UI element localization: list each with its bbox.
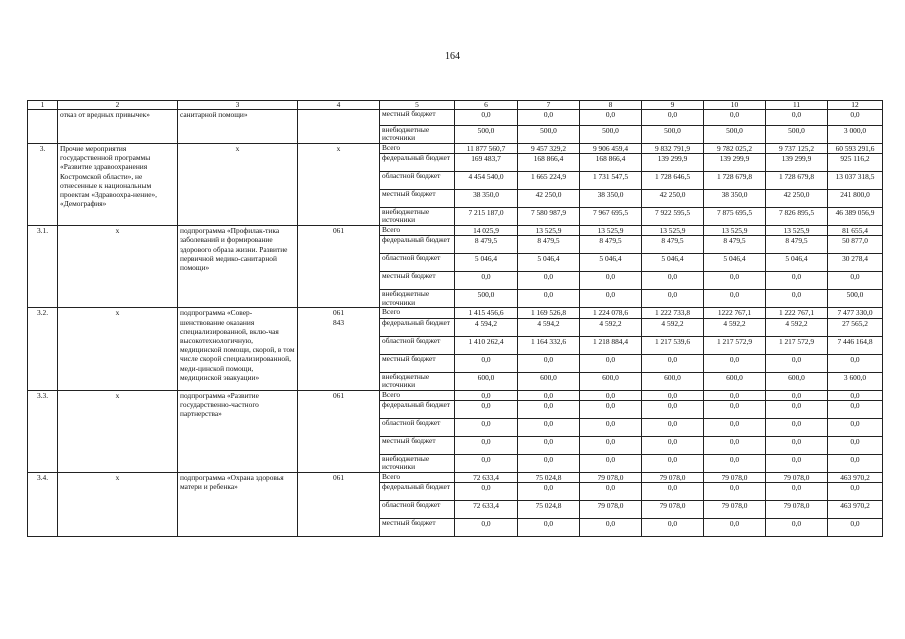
value-cell: 50 877,0	[828, 236, 883, 254]
value-cell: 0,0	[704, 436, 766, 454]
funding-source-cell: Всего	[380, 390, 455, 400]
value-cell: 75 024,8	[518, 501, 580, 519]
description-cell: х	[58, 308, 178, 390]
value-cell: 7 580 987,9	[518, 208, 580, 226]
value-cell: 79 078,0	[766, 472, 828, 482]
value-cell: 0,0	[518, 290, 580, 308]
value-cell: 79 078,0	[704, 472, 766, 482]
value-cell: 1 731 547,5	[580, 172, 642, 190]
value-cell: 38 350,0	[455, 190, 518, 208]
value-cell: 1 728 646,5	[642, 172, 704, 190]
value-cell: 0,0	[766, 454, 828, 472]
subprogram-cell: подпрограмма «Совер-шенствование оказания специализированной, вклю-чая высокотехнологичную, медицинской помощи, скорой, в том числе скорой специализированной, меди-цинской помощи, медицинской эвакуации»	[178, 308, 298, 390]
value-cell: 0,0	[704, 390, 766, 400]
funding-source-cell: местный бюджет	[380, 519, 455, 537]
value-cell: 1 415 456,6	[455, 308, 518, 318]
value-cell: 42 250,0	[766, 190, 828, 208]
header-cell: 1	[28, 101, 58, 110]
code-cell: 061	[298, 226, 380, 308]
value-cell: 0,0	[580, 390, 642, 400]
funding-source-cell: внебюджетные источники	[380, 208, 455, 226]
value-cell: 0,0	[455, 272, 518, 290]
value-cell: 72 633,4	[455, 472, 518, 482]
value-cell: 500,0	[828, 290, 883, 308]
value-cell: 79 078,0	[642, 501, 704, 519]
header-cell: 3	[178, 101, 298, 110]
funding-source-cell: областной бюджет	[380, 336, 455, 354]
value-cell: 0,0	[704, 418, 766, 436]
value-cell: 0,0	[766, 354, 828, 372]
value-cell: 0,0	[455, 110, 518, 126]
value-cell: 1222 767,1	[704, 308, 766, 318]
value-cell: 1 665 224,9	[518, 172, 580, 190]
value-cell: 1 728 679,8	[704, 172, 766, 190]
value-cell: 4 592,2	[642, 318, 704, 336]
value-cell: 8 479,5	[518, 236, 580, 254]
description-cell: х	[58, 472, 178, 536]
value-cell: 13 525,9	[642, 226, 704, 236]
value-cell: 0,0	[704, 110, 766, 126]
value-cell: 600,0	[580, 372, 642, 390]
funding-source-cell: федеральный бюджет	[380, 236, 455, 254]
value-cell: 0,0	[455, 454, 518, 472]
value-cell: 13 525,9	[766, 226, 828, 236]
value-cell: 0,0	[580, 354, 642, 372]
value-cell: 8 479,5	[642, 236, 704, 254]
value-cell: 1 164 332,6	[518, 336, 580, 354]
funding-source-cell: областной бюджет	[380, 418, 455, 436]
value-cell: 8 479,5	[766, 236, 828, 254]
value-cell: 0,0	[704, 483, 766, 501]
value-cell: 0,0	[642, 390, 704, 400]
value-cell: 0,0	[580, 436, 642, 454]
value-cell: 463 970,2	[828, 501, 883, 519]
value-cell: 0,0	[828, 390, 883, 400]
funding-source-cell: областной бюджет	[380, 254, 455, 272]
value-cell: 4 592,2	[704, 318, 766, 336]
value-cell: 0,0	[455, 436, 518, 454]
value-cell: 600,0	[642, 372, 704, 390]
value-cell: 1 222 767,1	[766, 308, 828, 318]
value-cell: 7 446 164,8	[828, 336, 883, 354]
value-cell: 1 728 679,8	[766, 172, 828, 190]
funding-source-cell: местный бюджет	[380, 436, 455, 454]
value-cell: 46 389 056,9	[828, 208, 883, 226]
value-cell: 3 000,0	[828, 126, 883, 144]
header-cell: 10	[704, 101, 766, 110]
value-cell: 168 866,4	[580, 154, 642, 172]
funding-source-cell: федеральный бюджет	[380, 154, 455, 172]
value-cell: 38 350,0	[580, 190, 642, 208]
row-number-cell: 3.4.	[28, 472, 58, 536]
value-cell: 5 046,4	[518, 254, 580, 272]
funding-source-cell: местный бюджет	[380, 110, 455, 126]
value-cell: 0,0	[704, 290, 766, 308]
value-cell: 925 116,2	[828, 154, 883, 172]
value-cell: 27 565,2	[828, 318, 883, 336]
value-cell: 72 633,4	[455, 501, 518, 519]
funding-source-cell: федеральный бюджет	[380, 400, 455, 418]
value-cell: 0,0	[455, 354, 518, 372]
value-cell: 0,0	[580, 454, 642, 472]
table-row	[28, 390, 883, 400]
funding-source-cell: Всего	[380, 144, 455, 154]
value-cell: 241 800,0	[828, 190, 883, 208]
value-cell: 0,0	[766, 483, 828, 501]
value-cell: 79 078,0	[704, 501, 766, 519]
subprogram-cell: подпрограмма «Охрана здоровья матери и ребенка»	[178, 472, 298, 536]
value-cell: 0,0	[828, 519, 883, 537]
description-cell: отказ от вредных привычек»	[58, 110, 178, 144]
value-cell: 7 477 330,0	[828, 308, 883, 318]
funding-source-cell: внебюджетные источники	[380, 126, 455, 144]
value-cell: 13 525,9	[580, 226, 642, 236]
header-cell: 11	[766, 101, 828, 110]
funding-source-cell: федеральный бюджет	[380, 483, 455, 501]
funding-source-cell: областной бюджет	[380, 501, 455, 519]
value-cell: 0,0	[518, 390, 580, 400]
code-cell: 061	[298, 390, 380, 472]
header-cell: 6	[455, 101, 518, 110]
subprogram-cell: подпрограмма «Профилак-тика заболеваний и формирование здорового образа жизни. Развитие первичной медико-санитарной помощи»	[178, 226, 298, 308]
value-cell: 0,0	[642, 272, 704, 290]
value-cell: 7 967 695,5	[580, 208, 642, 226]
value-cell: 3 600,0	[828, 372, 883, 390]
budget-table	[27, 100, 883, 537]
value-cell: 0,0	[455, 390, 518, 400]
value-cell: 169 483,7	[455, 154, 518, 172]
value-cell: 42 250,0	[642, 190, 704, 208]
value-cell: 168 866,4	[518, 154, 580, 172]
value-cell: 0,0	[518, 519, 580, 537]
funding-source-cell: Всего	[380, 472, 455, 482]
value-cell: 0,0	[704, 272, 766, 290]
value-cell: 42 250,0	[518, 190, 580, 208]
row-number-cell: 3.	[28, 144, 58, 226]
funding-source-cell: Всего	[380, 308, 455, 318]
value-cell: 9 782 025,2	[704, 144, 766, 154]
value-cell: 79 078,0	[766, 501, 828, 519]
value-cell: 0,0	[518, 272, 580, 290]
code-cell: х	[298, 144, 380, 226]
value-cell: 0,0	[642, 454, 704, 472]
value-cell: 1 224 078,6	[580, 308, 642, 318]
value-cell: 7 875 695,5	[704, 208, 766, 226]
value-cell: 0,0	[642, 436, 704, 454]
value-cell: 5 046,4	[704, 254, 766, 272]
value-cell: 1 218 884,4	[580, 336, 642, 354]
value-cell: 7 826 895,5	[766, 208, 828, 226]
value-cell: 0,0	[455, 418, 518, 436]
value-cell: 0,0	[828, 354, 883, 372]
value-cell: 0,0	[704, 519, 766, 537]
funding-source-cell: местный бюджет	[380, 354, 455, 372]
value-cell: 0,0	[580, 290, 642, 308]
table-row	[28, 308, 883, 318]
budget-table-container	[27, 100, 882, 591]
value-cell: 9 832 791,9	[642, 144, 704, 154]
table-row	[28, 472, 883, 482]
value-cell: 13 525,9	[704, 226, 766, 236]
value-cell: 0,0	[704, 400, 766, 418]
value-cell: 0,0	[766, 400, 828, 418]
value-cell: 0,0	[580, 483, 642, 501]
value-cell: 0,0	[518, 354, 580, 372]
value-cell: 9 906 459,4	[580, 144, 642, 154]
funding-source-cell: федеральный бюджет	[380, 318, 455, 336]
value-cell: 500,0	[455, 126, 518, 144]
value-cell: 0,0	[766, 519, 828, 537]
header-cell: 9	[642, 101, 704, 110]
funding-source-cell: внебюджетные источники	[380, 290, 455, 308]
header-cell: 8	[580, 101, 642, 110]
subprogram-cell: санитарной помощи»	[178, 110, 298, 144]
value-cell: 600,0	[766, 372, 828, 390]
row-number-cell	[28, 110, 58, 144]
funding-source-cell: местный бюджет	[380, 190, 455, 208]
value-cell: 60 593 291,6	[828, 144, 883, 154]
value-cell: 5 046,4	[455, 254, 518, 272]
page-number: 164	[445, 51, 460, 62]
row-number-cell: 3.2.	[28, 308, 58, 390]
value-cell: 11 877 560,7	[455, 144, 518, 154]
table-row	[28, 226, 883, 236]
value-cell: 0,0	[455, 400, 518, 418]
value-cell: 0,0	[642, 418, 704, 436]
description-cell: х	[58, 390, 178, 472]
value-cell: 0,0	[766, 390, 828, 400]
header-cell: 7	[518, 101, 580, 110]
value-cell: 500,0	[704, 126, 766, 144]
value-cell: 1 410 262,4	[455, 336, 518, 354]
subprogram-cell: х	[178, 144, 298, 226]
value-cell: 0,0	[642, 110, 704, 126]
value-cell: 600,0	[704, 372, 766, 390]
header-cell: 12	[828, 101, 883, 110]
value-cell: 0,0	[642, 483, 704, 501]
value-cell: 1 217 539,6	[642, 336, 704, 354]
value-cell: 139 299,9	[704, 154, 766, 172]
row-number-cell: 3.1.	[28, 226, 58, 308]
value-cell: 0,0	[828, 400, 883, 418]
funding-source-cell: внебюджетные источники	[380, 372, 455, 390]
value-cell: 600,0	[455, 372, 518, 390]
value-cell: 9 737 125,2	[766, 144, 828, 154]
value-cell: 0,0	[828, 110, 883, 126]
value-cell: 79 078,0	[580, 501, 642, 519]
value-cell: 38 350,0	[704, 190, 766, 208]
value-cell: 7 922 595,5	[642, 208, 704, 226]
value-cell: 0,0	[580, 418, 642, 436]
value-cell: 139 299,9	[766, 154, 828, 172]
value-cell: 500,0	[580, 126, 642, 144]
value-cell: 75 024,8	[518, 472, 580, 482]
value-cell: 4 454 540,0	[455, 172, 518, 190]
value-cell: 1 222 733,8	[642, 308, 704, 318]
value-cell: 0,0	[766, 272, 828, 290]
funding-source-cell: внебюджетные источники	[380, 454, 455, 472]
value-cell: 14 025,9	[455, 226, 518, 236]
value-cell: 500,0	[642, 126, 704, 144]
value-cell: 0,0	[518, 436, 580, 454]
header-cell: 2	[58, 101, 178, 110]
value-cell: 1 169 526,8	[518, 308, 580, 318]
value-cell: 5 046,4	[580, 254, 642, 272]
funding-source-cell: областной бюджет	[380, 172, 455, 190]
value-cell: 4 592,2	[766, 318, 828, 336]
value-cell: 500,0	[766, 126, 828, 144]
value-cell: 500,0	[455, 290, 518, 308]
value-cell: 0,0	[766, 436, 828, 454]
value-cell: 8 479,5	[704, 236, 766, 254]
value-cell: 0,0	[455, 483, 518, 501]
description-cell: Прочие мероприятия государственной программы «Развитие здравоохранения Костромской области», не отнесенные к национальным проектам «Здравоохра-нение», «Демография»	[58, 144, 178, 226]
value-cell: 7 215 187,0	[455, 208, 518, 226]
value-cell: 1 217 572,9	[766, 336, 828, 354]
funding-source-cell: Всего	[380, 226, 455, 236]
value-cell: 0,0	[828, 418, 883, 436]
value-cell: 600,0	[518, 372, 580, 390]
value-cell: 463 970,2	[828, 472, 883, 482]
subprogram-cell: подпрограмма «Развитие государственно-частного партнерства»	[178, 390, 298, 472]
value-cell: 0,0	[518, 110, 580, 126]
value-cell: 0,0	[580, 519, 642, 537]
value-cell: 0,0	[766, 290, 828, 308]
value-cell: 0,0	[828, 454, 883, 472]
value-cell: 0,0	[642, 519, 704, 537]
header-cell: 4	[298, 101, 380, 110]
value-cell: 0,0	[580, 110, 642, 126]
value-cell: 81 655,4	[828, 226, 883, 236]
value-cell: 30 278,4	[828, 254, 883, 272]
description-cell: х	[58, 226, 178, 308]
value-cell: 1 217 572,9	[704, 336, 766, 354]
funding-source-cell: местный бюджет	[380, 272, 455, 290]
value-cell: 8 479,5	[455, 236, 518, 254]
table-body	[28, 101, 883, 537]
value-cell: 0,0	[518, 454, 580, 472]
value-cell: 0,0	[766, 418, 828, 436]
value-cell: 0,0	[828, 483, 883, 501]
header-row	[28, 101, 883, 110]
value-cell: 0,0	[642, 354, 704, 372]
value-cell: 0,0	[766, 110, 828, 126]
value-cell: 4 594,2	[518, 318, 580, 336]
value-cell: 139 299,9	[642, 154, 704, 172]
row-number-cell: 3.3.	[28, 390, 58, 472]
header-cell: 5	[380, 101, 455, 110]
value-cell: 13 037 318,5	[828, 172, 883, 190]
value-cell: 9 457 329,2	[518, 144, 580, 154]
value-cell: 0,0	[580, 272, 642, 290]
value-cell: 79 078,0	[642, 472, 704, 482]
code-cell	[298, 110, 380, 144]
value-cell: 0,0	[704, 354, 766, 372]
value-cell: 4 592,2	[580, 318, 642, 336]
table-row	[28, 144, 883, 154]
table-row	[28, 110, 883, 126]
value-cell: 0,0	[828, 436, 883, 454]
code-cell: 061	[298, 472, 380, 536]
value-cell: 13 525,9	[518, 226, 580, 236]
value-cell: 0,0	[642, 290, 704, 308]
value-cell: 8 479,5	[580, 236, 642, 254]
code-cell: 061 843	[298, 308, 380, 390]
value-cell: 5 046,4	[642, 254, 704, 272]
value-cell: 0,0	[518, 400, 580, 418]
value-cell: 0,0	[704, 454, 766, 472]
value-cell: 4 594,2	[455, 318, 518, 336]
value-cell: 0,0	[828, 272, 883, 290]
value-cell: 5 046,4	[766, 254, 828, 272]
value-cell: 0,0	[518, 418, 580, 436]
value-cell: 0,0	[518, 483, 580, 501]
value-cell: 500,0	[518, 126, 580, 144]
value-cell: 0,0	[580, 400, 642, 418]
value-cell: 0,0	[642, 400, 704, 418]
value-cell: 79 078,0	[580, 472, 642, 482]
value-cell: 0,0	[455, 519, 518, 537]
